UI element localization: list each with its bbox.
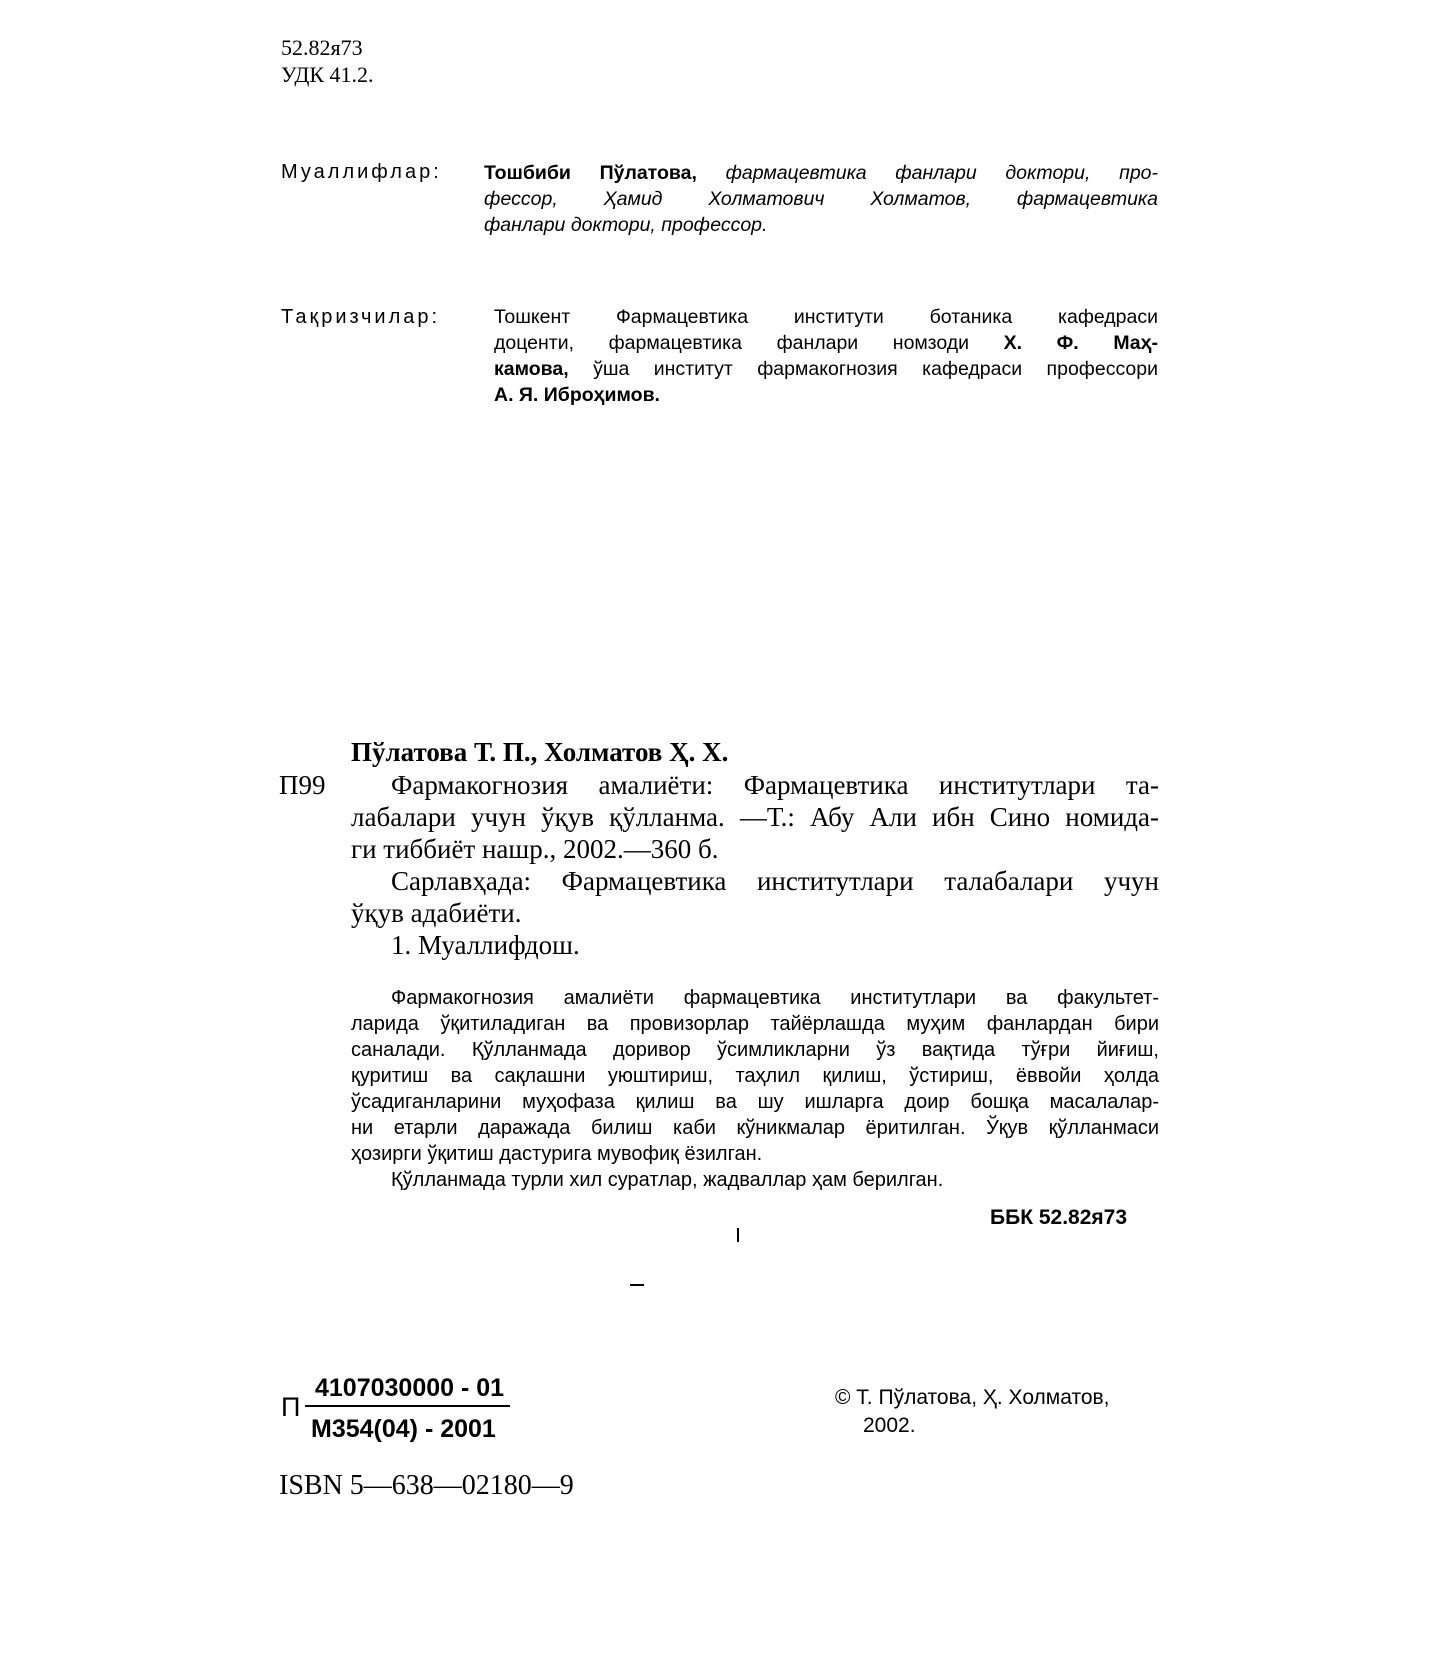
isbn: ISBN 5—638—02180—9 (279, 1470, 574, 1501)
card-code: П99 (279, 770, 326, 800)
annotation-line-3: саналади. Қўлланмада доривор ўсимликларни ўз вақтида тўғри йиғиш, (351, 1039, 1159, 1061)
udk-code: УДК 41.2. (281, 62, 374, 87)
reviewer-name-1a: Х. Ф. Маҳ- (1003, 332, 1158, 354)
authors-text (484, 160, 1158, 238)
reviewers-line-3: камова, ўша институт фармакогнозия кафедраси профессори (494, 358, 1158, 380)
card-line-5: ўқув адабиёти. (351, 898, 522, 928)
authors-line-3: фанлари доктори, профессор. (484, 214, 768, 236)
copyright-line-2: 2002. (863, 1414, 916, 1437)
annotation-line-6: ни етарли даражада билиш каби кўникмалар ёритилган. Ўқув қўлланмаси (351, 1117, 1159, 1139)
reviewers-line-4 (494, 382, 1158, 408)
reviewers-line-1: Тошкент Фармацевтика институти ботаника кафедраси (494, 306, 1158, 328)
copyright (835, 1384, 1110, 1440)
annotation-line-7: ҳозирги ўқитиш дастурига мувофиқ ёзилган. (351, 1143, 763, 1165)
authors-label: Муаллифлар: (281, 161, 442, 183)
scan-mark (737, 1228, 739, 1242)
bbk-code: ББК 52.82я73 (990, 1206, 1128, 1229)
annotation-line-4: қуритиш ва сақлашни уюштириш, таҳлил қилиш, ўстириш, ёввойи ҳолда (351, 1065, 1159, 1087)
annotation-line-8: Қўлланмада турли хил суратлар, жадваллар ҳам берилган. (391, 1169, 944, 1191)
card-author: Пўлатова Т. П., Холматов Ҳ. Х. (351, 737, 729, 767)
card-line-6: 1. Муаллифдош. (391, 930, 580, 960)
card-line-1: Фармакогнозия амалиёти: Фармацевтика институтлари та- (391, 770, 1159, 800)
publisher-denominator: М354(04) - 2001 (311, 1415, 496, 1443)
scan-mark (630, 1284, 644, 1286)
annotation-line-2: ларида ўқитиладиган ва провизорлар тайёрлашда муҳим фанлардан бири (351, 1013, 1159, 1035)
authors-line-1: Тошбиби Пўлатова, фармацевтика фанлари доктори, про- (484, 162, 1158, 184)
card-line-4: Сарлавҳада: Фармацевтика институтлари талабалари учун (391, 866, 1159, 896)
card-line-2: лабалари учун ўқув қўлланма. —Т.: Абу Али ибн Сино номида- (351, 802, 1159, 832)
classification-codes (281, 34, 374, 88)
annotation-line-5: ўсадиганларини муҳофаза қилиш ва шу ишларга доир бошқа масалалар- (351, 1091, 1159, 1113)
annotation-line-1: Фармакогнозия амалиёти фармацевтика институтлари ва факультет- (391, 987, 1159, 1009)
reviewers-text (494, 304, 1158, 408)
annotation (351, 985, 1159, 1193)
reviewers-line-2: доценти, фармацевтика фанлари номзоди Х. Ф. Маҳ- (494, 332, 1158, 354)
copyright-line-1: © Т. Пўлатова, Ҳ. Холматов, (835, 1386, 1110, 1409)
fraction-rule (305, 1405, 510, 1407)
authors-line-2: фессор, Ҳамид Холматович Холматов, фармацевтика (484, 188, 1158, 210)
bbk-code-top: 52.82я73 (281, 35, 363, 60)
card-description (351, 769, 1159, 961)
publisher-prefix: П (281, 1392, 301, 1422)
reviewer-name-2: А. Я. Иброҳимов. (494, 384, 660, 406)
reviewers-label: Тақризчилар: (281, 306, 441, 328)
reviewer-name-1b: камова, (494, 358, 569, 380)
publisher-numerator: 4107030000 - 01 (315, 1374, 505, 1402)
author-name-1: Тошбиби Пўлатова, (484, 162, 697, 184)
card-line-3: ги тиббиёт нашр., 2002.—360 б. (351, 834, 719, 864)
